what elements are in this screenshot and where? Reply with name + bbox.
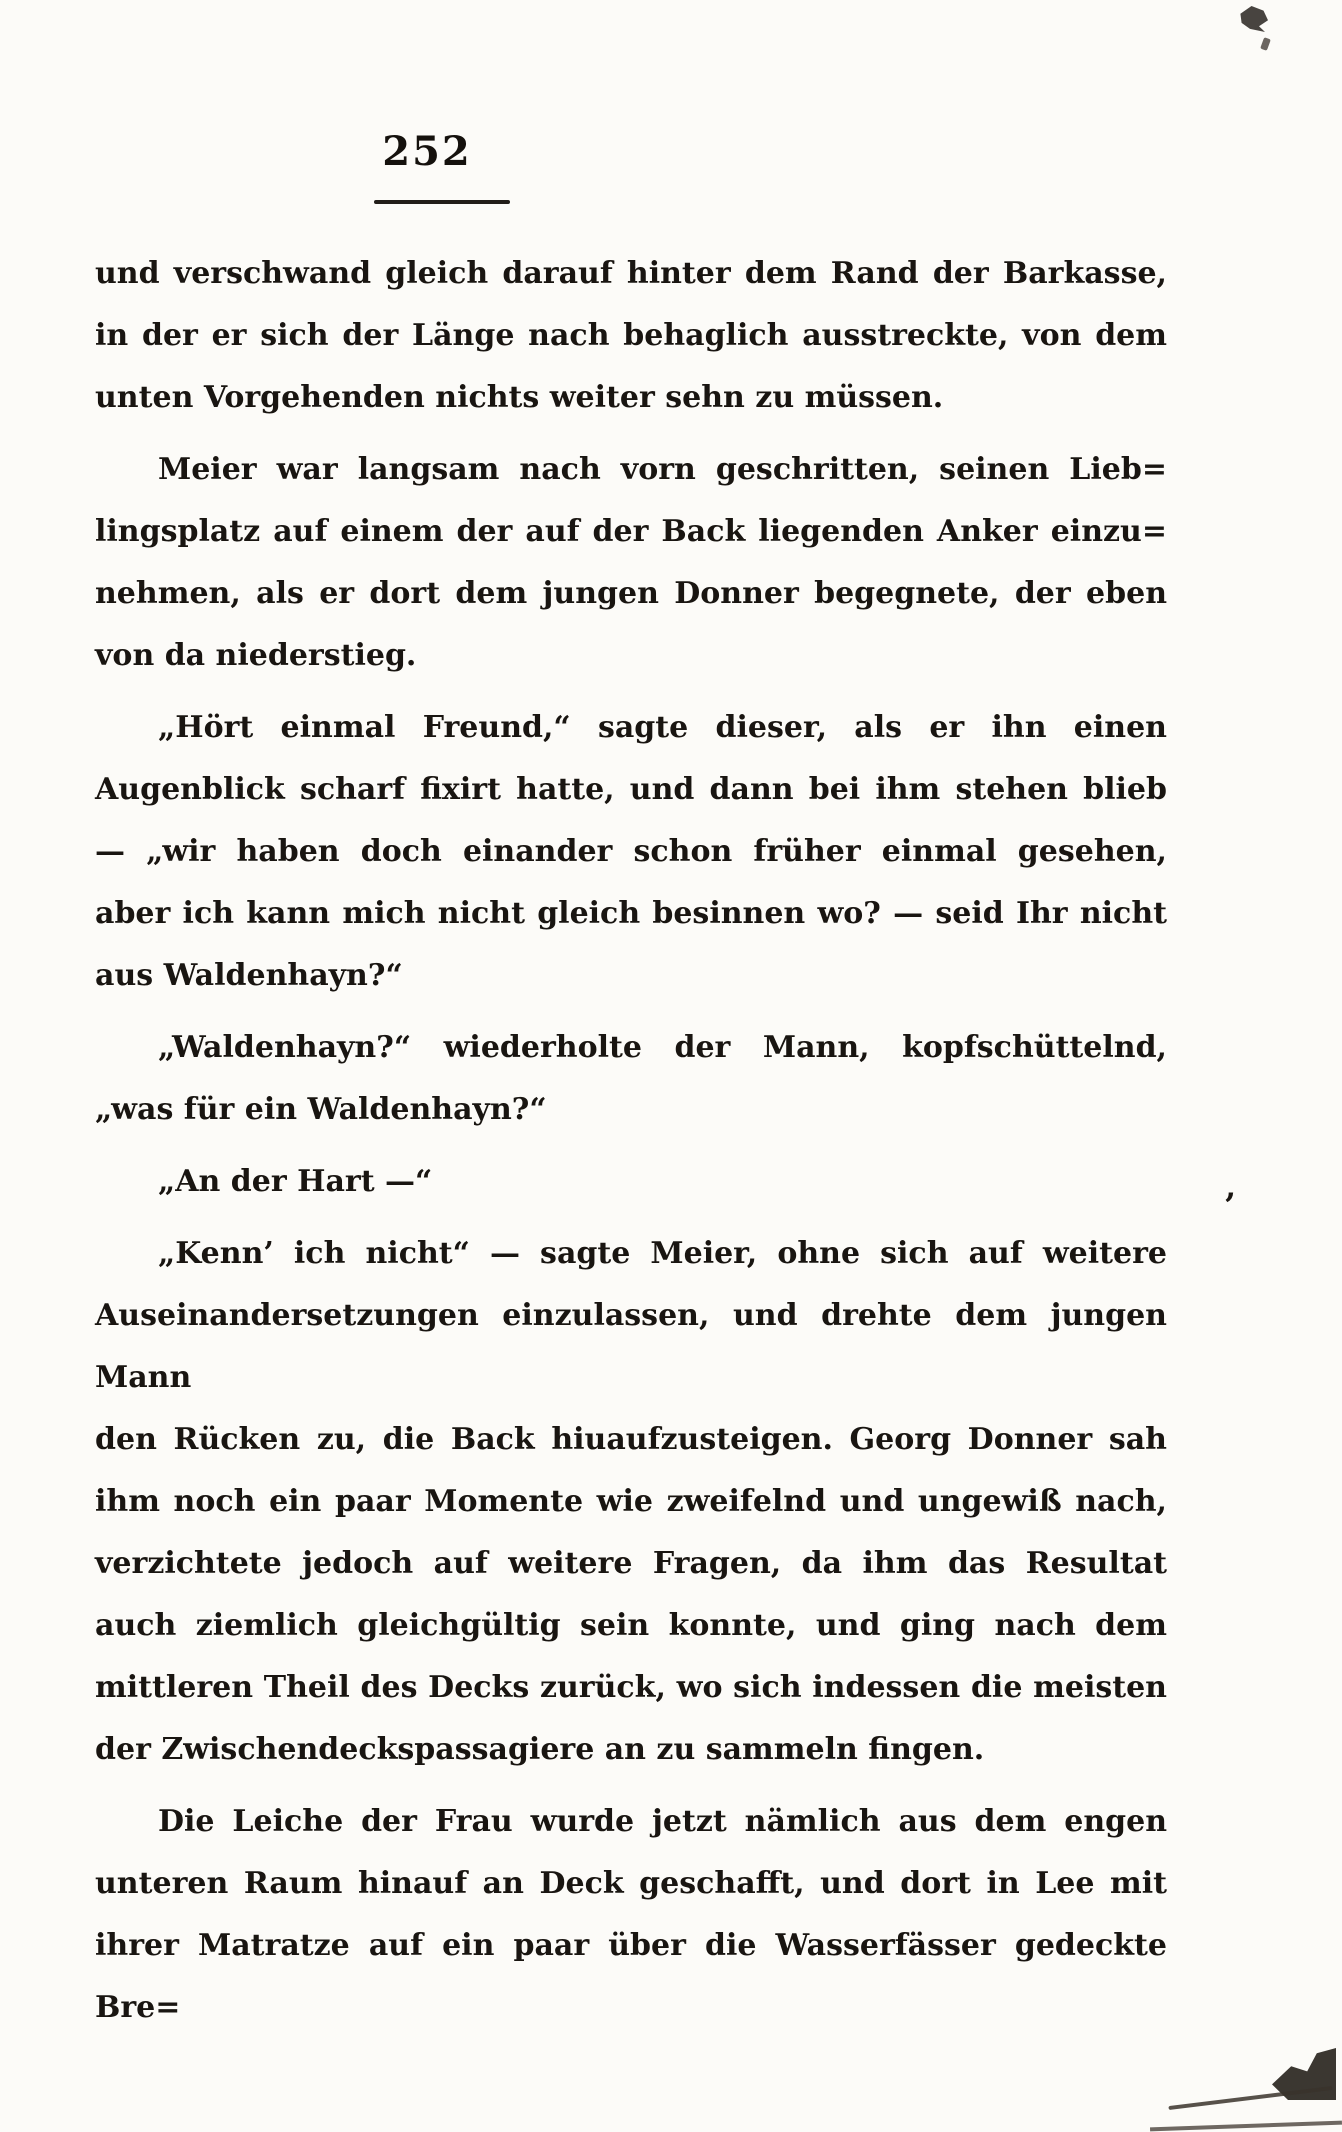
- text-line: ihm noch ein paar Momente wie zweifelnd und ungewiß nach,: [95, 1484, 1167, 1519]
- text-line: und verschwand gleich darauf hinter dem Rand der Barkasse,: [95, 256, 1167, 291]
- text-line: unten Vorgehenden nichts weiter sehn zu müssen.: [95, 380, 944, 415]
- text-line: den Rücken zu, die Back hiuaufzusteigen. Georg Donner sah: [95, 1422, 1167, 1457]
- paragraph: [95, 697, 1167, 1007]
- text-line: von da niederstieg.: [95, 638, 417, 673]
- text-line: auch ziemlich gleichgültig sein konnte, und ging nach dem: [95, 1608, 1167, 1643]
- text-block: [95, 243, 1167, 2039]
- paragraph: [95, 439, 1167, 687]
- stray-mark-right-margin: ’: [1224, 1186, 1236, 1226]
- text-line: verzichtete jedoch auf weitere Fragen, da ihm das Resultat: [95, 1546, 1167, 1581]
- ink-smudge-top-right: [1238, 6, 1268, 32]
- text-line: aus Waldenhayn?“: [95, 958, 403, 993]
- text-line: aber ich kann mich nicht gleich besinnen wo? — seid Ihr nicht: [95, 896, 1167, 931]
- text-line: Die Leiche der Frau wurde jetzt nämlich aus dem engen: [158, 1804, 1167, 1839]
- text-line: in der er sich der Länge nach behaglich ausstreckte, von dem: [95, 318, 1167, 353]
- text-line: ihrer Matratze auf ein paar über die Wasserfässer gedeckte Bre=: [95, 1928, 1167, 2025]
- text-line: unteren Raum hinauf an Deck geschafft, und dort in Lee mit: [95, 1866, 1167, 1901]
- text-line: „Waldenhayn?“ wiederholte der Mann, kopfschüttelnd,: [158, 1030, 1167, 1065]
- text-line: der Zwischendeckspassagiere an zu sammeln fingen.: [95, 1732, 985, 1767]
- text-line: lingsplatz auf einem der auf der Back liegenden Anker einzu=: [95, 514, 1167, 549]
- paragraph: [95, 1223, 1167, 1781]
- ink-smudge-top-right-tail: [1260, 37, 1271, 51]
- text-line: „An der Hart —“: [158, 1164, 433, 1199]
- text-line: Augenblick scharf fixirt hatte, und dann bei ihm stehen blieb: [95, 772, 1167, 807]
- text-line: — „wir haben doch einander schon früher einmal gesehen,: [95, 834, 1167, 869]
- text-line: „Kenn’ ich nicht“ — sagte Meier, ohne sich auf weitere: [158, 1236, 1167, 1271]
- text-line: mittleren Theil des Decks zurück, wo sich indessen die meisten: [95, 1670, 1167, 1705]
- paragraph: [95, 1017, 1167, 1141]
- paragraph: [95, 1791, 1167, 2039]
- scan-edge-line-bottom: [1150, 2121, 1342, 2132]
- paragraph: [95, 243, 1167, 429]
- text-line: Auseinandersetzungen einzulassen, und drehte dem jungen Mann: [95, 1298, 1167, 1395]
- paragraph: [95, 1151, 1167, 1213]
- page-number: 252: [382, 128, 472, 175]
- text-line: „was für ein Waldenhayn?“: [95, 1092, 547, 1127]
- text-line: nehmen, als er dort dem jungen Donner begegnete, der eben: [95, 576, 1167, 611]
- text-line: „Hört einmal Freund,“ sagte dieser, als er ihn einen: [158, 710, 1167, 745]
- page-number-rule: [374, 200, 510, 204]
- text-line: Meier war langsam nach vorn geschritten, seinen Lieb=: [158, 452, 1167, 487]
